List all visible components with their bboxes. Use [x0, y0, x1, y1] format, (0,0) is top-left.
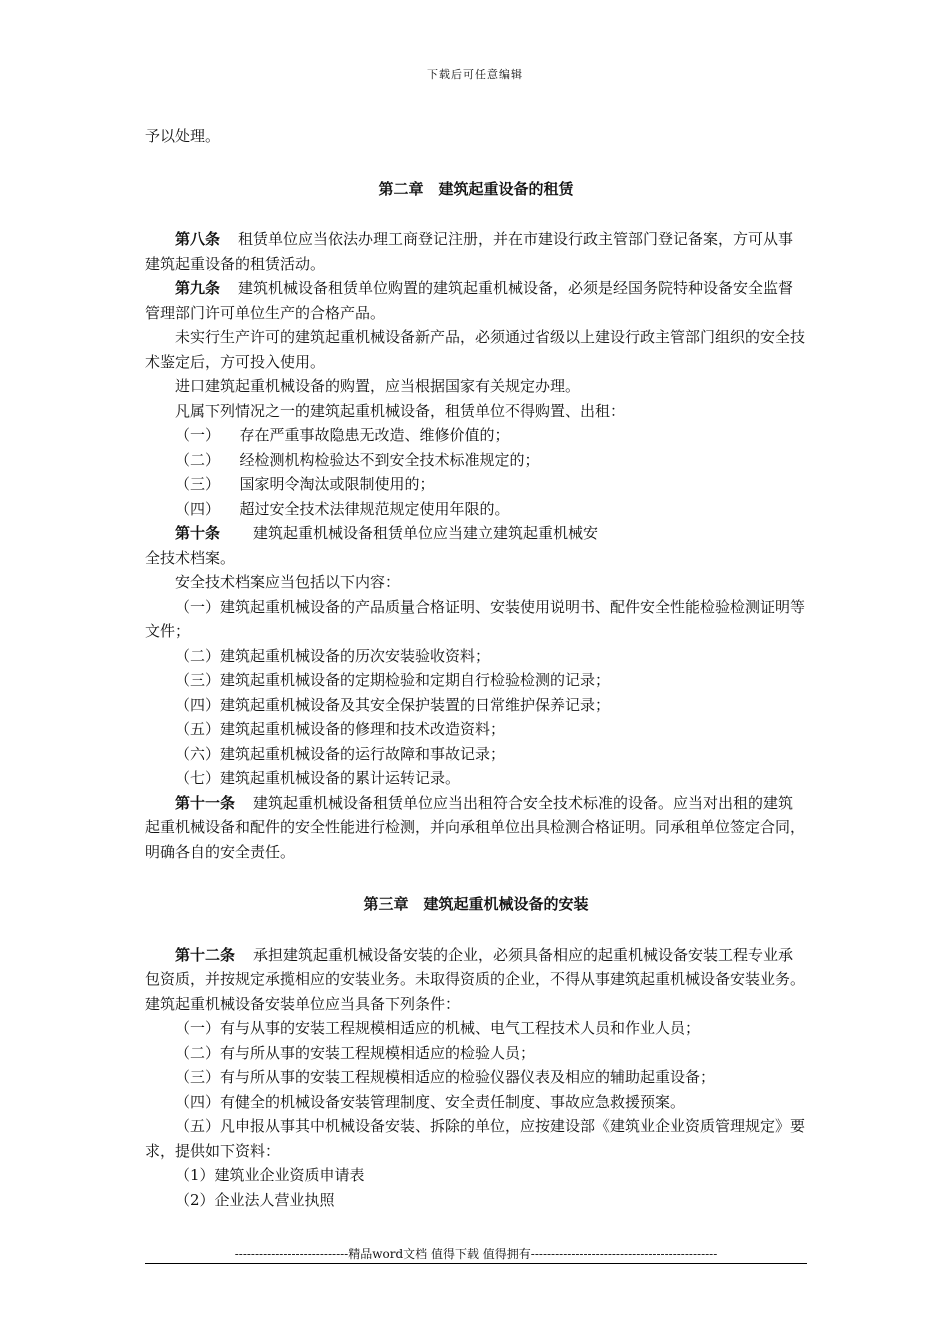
paragraph: 全技术档案。	[145, 548, 236, 567]
article-text: 建筑机械设备租赁单位购置的建筑起重机械设备，必须是经国务院特种设备安全监督管理部门许可单位生产的合格产品。	[145, 279, 794, 322]
article-text: 租赁单位应当依法办理工商登记注册，并在市建设行政主管部门登记备案，方可从事建筑起重设备的租赁活动。	[145, 230, 794, 273]
list-item: （三）有与所从事的安装工程规模相适应的检验仪器仪表及相应的辅助起重设备；	[175, 1068, 716, 1086]
list-item: （1）建筑业企业资质申请表	[175, 1166, 365, 1184]
list-item: （五）凡申报从事其中机械设备安装、拆除的单位，应按建设部《建筑业企业资质管理规定》要求，提供如下资料：	[145, 1117, 806, 1160]
article-11	[145, 791, 807, 865]
list-marker: （四）	[175, 499, 221, 518]
paragraph: 进口建筑起重机械设备的购置，应当根据国家有关规定办理。	[175, 377, 581, 395]
list-text: 存在严重事故隐患无改造、维修价值的；	[239, 426, 510, 444]
list-item: （一）建筑起重机械设备的产品质量合格证明、安装使用说明书、配件安全性能检验检测证明等文件；	[145, 597, 806, 640]
list-item: （三）建筑起重机械设备的定期检验和定期自行检验检测的记录；	[175, 671, 611, 689]
list-item	[145, 448, 807, 473]
list-text: 国家明令淘汰或限制使用的；	[239, 475, 435, 493]
list-text: 经检测机构检验达不到安全技术标准规定的；	[239, 450, 540, 469]
page-footer: ----------------------------精品word文档 值得下载 值得拥有----------------------------------------------	[234, 1247, 718, 1261]
chapter-heading: 第三章 建筑起重机械设备的安装	[363, 895, 589, 913]
list-item: （一）有与从事的安装工程规模相适应的机械、电气工程技术人员和作业人员；	[175, 1019, 701, 1037]
paragraph: 予以处理。	[145, 127, 221, 145]
list-text: 超过安全技术法律规范规定使用年限的。	[239, 499, 510, 518]
list-item: （2）企业法人营业执照	[175, 1190, 335, 1209]
article-title: 第八条	[175, 230, 221, 248]
list-item: （四）有健全的机械设备安装管理制度、安全责任制度、事故应急救援预案。	[175, 1092, 686, 1111]
list-item	[145, 423, 807, 448]
footer-rule	[145, 1263, 807, 1264]
article-9	[145, 276, 807, 325]
article-text: 承担建筑起重机械设备安装的企业，必须具备相应的起重机械设备安装工程专业承包资质，并按规定承揽相应的安装业务。未取得资质的企业，不得从事建筑起重机械设备安装业务。建筑起重机械设备安装单位应当具备下列条件：	[145, 945, 806, 1013]
article-title: 第十条	[175, 524, 221, 542]
article-title: 第十二条	[175, 945, 236, 964]
paragraph: 未实行生产许可的建筑起重机械设备新产品，必须通过省级以上建设行政主管部门组织的安全技术鉴定后，方可投入使用。	[145, 328, 806, 371]
list-item: （五）建筑起重机械设备的修理和技术改造资料；	[175, 720, 506, 738]
article-text: 建筑起重机械设备租赁单位应当出租符合安全技术标准的设备。应当对出租的建筑起重机械设备和配件的安全性能进行检测，并向承租单位出具检测合格证明。同承租单位签定合同，明确各自的安全责任。	[145, 793, 806, 861]
list-item: （六）建筑起重机械设备的运行故障和事故记录；	[175, 744, 506, 763]
chapter-heading: 第二章 建筑起重设备的租赁	[378, 179, 574, 198]
article-8	[145, 227, 807, 276]
list-item	[145, 472, 807, 497]
list-item: （二）有与所从事的安装工程规模相适应的检验人员；	[175, 1043, 536, 1062]
article-title: 第九条	[175, 279, 221, 297]
paragraph: 安全技术档案应当包括以下内容：	[175, 573, 401, 591]
article-10	[145, 521, 807, 546]
document-body	[145, 124, 807, 1212]
paragraph: 凡属下列情况之一的建筑起重机械设备，租赁单位不得购置、出租：	[175, 401, 626, 420]
list-marker: （二）	[175, 450, 221, 469]
list-marker: （三）	[175, 475, 221, 493]
list-item: （二）建筑起重机械设备的历次安装验收资料；	[175, 646, 491, 665]
article-title: 第十一条	[175, 793, 236, 812]
list-marker: （一）	[175, 426, 221, 444]
article-text: 建筑起重机械设备租赁单位应当建立建筑起重机械安	[253, 524, 599, 542]
list-item: （四）建筑起重机械设备及其安全保护装置的日常维护保养记录；	[175, 695, 611, 714]
list-item: （七）建筑起重机械设备的累计运转记录。	[175, 769, 461, 787]
article-12	[145, 943, 807, 1017]
page-header: 下载后可任意编辑	[427, 68, 523, 81]
list-item	[145, 497, 807, 522]
